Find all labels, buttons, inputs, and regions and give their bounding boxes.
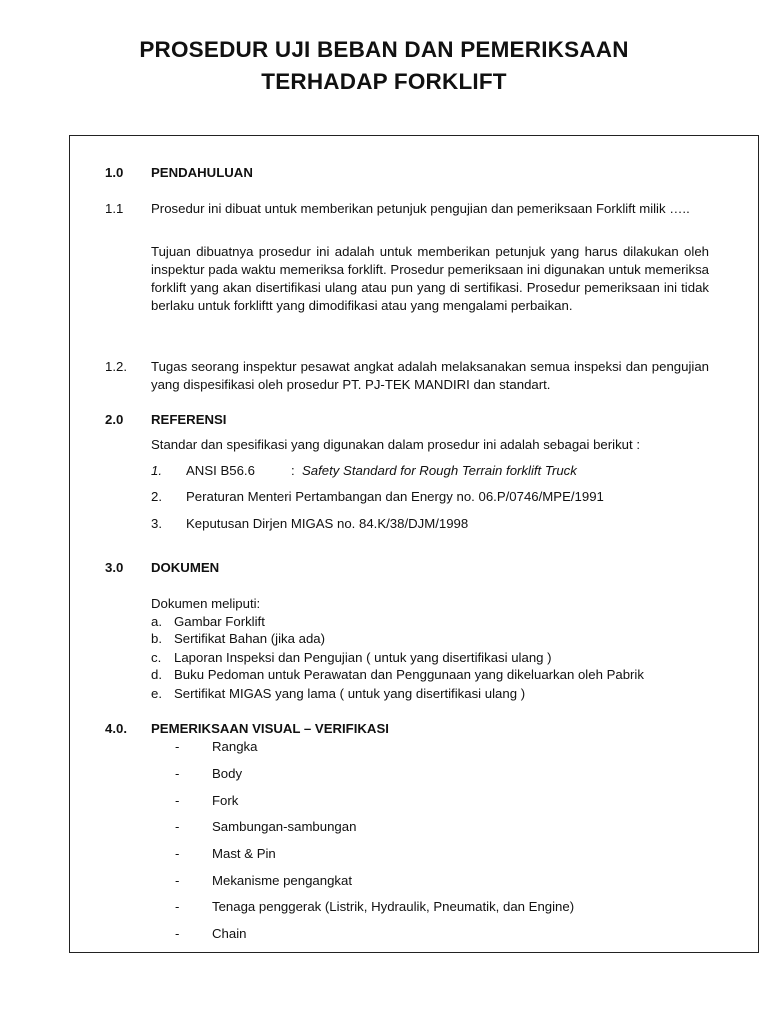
section-3-number: 3.0: [105, 560, 124, 575]
section-4-number: 4.0.: [105, 721, 127, 736]
list-dash: -: [175, 846, 180, 861]
reference-1-code: ANSI B56.6: [186, 463, 255, 478]
para-1-2-text: Tugas seorang inspektur pesawat angkat adalah melaksanakan semua inspeksi dan pengujian yang dispesifikasi oleh prosedur PT. PJ-TEK MANDIRI dan standart.: [151, 359, 709, 392]
list-dash: -: [175, 926, 180, 941]
page-title: [0, 34, 768, 98]
reference-1-separator: :: [291, 463, 295, 478]
para-1-1-number: 1.1: [105, 201, 124, 216]
section-2-intro: Standar dan spesifikasi yang digunakan dalam prosedur ini adalah sebagai berikut :: [151, 437, 640, 452]
visual-check-item: Tenaga penggerak (Listrik, Hydraulik, Pneumatik, dan Engine): [212, 899, 575, 914]
para-1-1-purpose: Tujuan dibuatnya prosedur ini adalah untuk memberikan petunjuk yang harus dilakukan oleh inspektur pada waktu memeriksa forklift. Prosedur pemeriksaan ini digunakan untuk memeriksa forklift yang akan disertifikasi ulang atau pun yang di sertifikasi. Prosedur pemeriksaan ini tidak berlaku untuk forkliftt yang dimodifikasi atau yang mengalami perbaikan.: [151, 244, 709, 313]
reference-1-number: 1.: [151, 463, 162, 478]
title-line-2: TERHADAP FORKLIFT: [261, 69, 507, 94]
visual-check-item: Sambungan-sambungan: [212, 819, 357, 834]
section-1-number: 1.0: [105, 165, 124, 180]
document-item-text: Buku Pedoman untuk Perawatan dan Penggunaan yang dikeluarkan oleh Pabrik: [174, 667, 644, 682]
list-dash: -: [175, 819, 180, 834]
visual-check-item: Rangka: [212, 739, 258, 754]
list-dash: -: [175, 739, 180, 754]
list-dash: -: [175, 873, 180, 888]
visual-check-item: Chain: [212, 926, 247, 941]
section-3-intro: Dokumen meliputi:: [151, 596, 261, 611]
document-item-letter: d.: [151, 667, 162, 682]
reference-2-text: Peraturan Menteri Pertambangan dan Energy no. 06.P/0746/MPE/1991: [186, 489, 604, 504]
section-3-heading: DOKUMEN: [151, 560, 220, 575]
reference-3-text: Keputusan Dirjen MIGAS no. 84.K/38/DJM/1998: [186, 516, 469, 531]
list-dash: -: [175, 766, 180, 781]
document-item-letter: c.: [151, 650, 162, 665]
visual-check-item: Fork: [212, 793, 239, 808]
document-item-text: Laporan Inspeksi dan Pengujian ( untuk yang disertifikasi ulang ): [174, 650, 552, 665]
list-dash: -: [175, 899, 180, 914]
document-item-letter: a.: [151, 614, 162, 629]
visual-check-item: Body: [212, 766, 243, 781]
section-2-number: 2.0: [105, 412, 124, 427]
section-1-heading: PENDAHULUAN: [151, 165, 253, 180]
para-1-1-text: Prosedur ini dibuat untuk memberikan petunjuk pengujian dan pemeriksaan Forklift milik …..: [151, 201, 690, 216]
title-line-1: PROSEDUR UJI BEBAN DAN PEMERIKSAAN: [139, 37, 629, 62]
document-item-letter: b.: [151, 631, 162, 646]
document-item-text: Gambar Forklift: [174, 614, 265, 629]
document-item-text: Sertifikat Bahan (jika ada): [174, 631, 325, 646]
list-dash: -: [175, 793, 180, 808]
section-4-heading: PEMERIKSAAN VISUAL – VERIFIKASI: [151, 721, 389, 736]
reference-2-number: 2.: [151, 489, 162, 504]
reference-1-description: Safety Standard for Rough Terrain forklift Truck: [302, 463, 577, 478]
para-1-2-number: 1.2.: [105, 359, 127, 374]
document-item-text: Sertifikat MIGAS yang lama ( untuk yang disertifikasi ulang ): [174, 686, 526, 701]
reference-3-number: 3.: [151, 516, 162, 531]
section-2-heading: REFERENSI: [151, 412, 227, 427]
document-item-letter: e.: [151, 686, 162, 701]
visual-check-item: Mekanisme pengangkat: [212, 873, 353, 888]
visual-check-item: Mast & Pin: [212, 846, 276, 861]
